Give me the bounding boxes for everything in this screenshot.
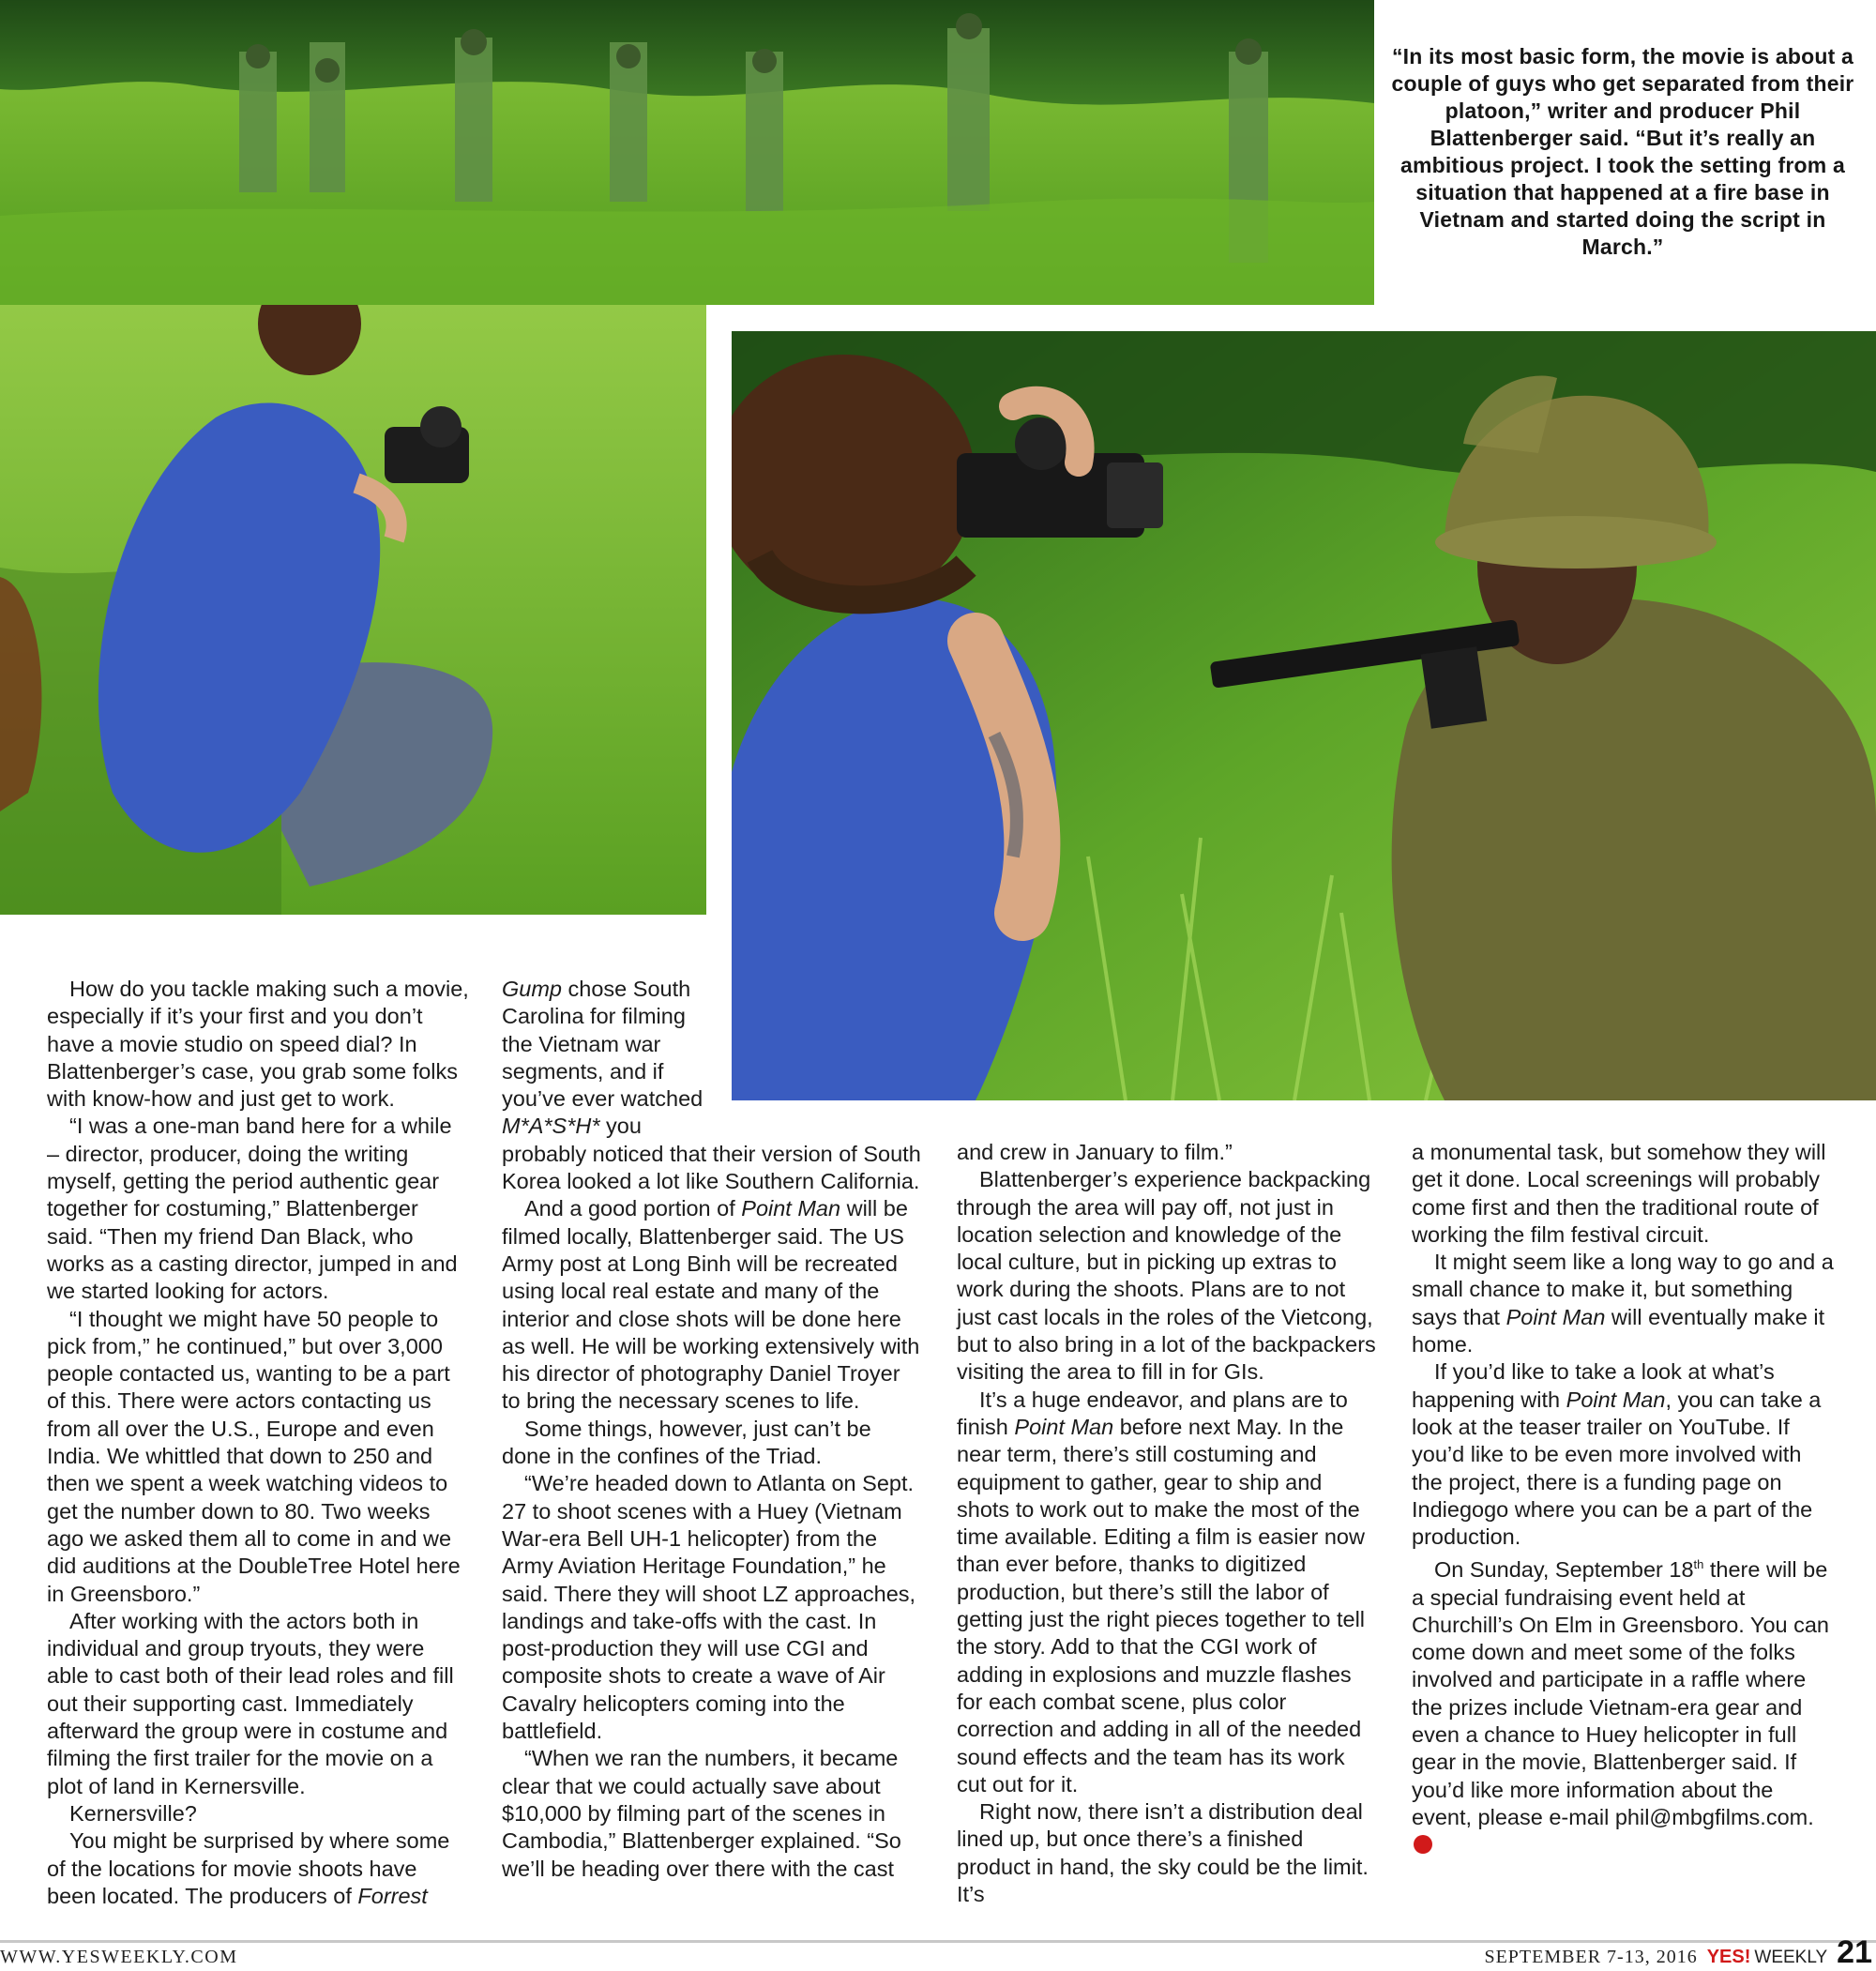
paragraph: How do you tackle making such a movie, especially if it’s your first and you don’t have a movie studio on speed dial? In Blattenberger’s case, you grab some folks with know-how and just get to work. (47, 977, 469, 1112)
movie-title: Point Man (1014, 1414, 1114, 1439)
paragraph (1412, 1551, 1834, 1858)
paragraph-text: It’s a huge endeavor, and plans are to finish (957, 1387, 1348, 1439)
pull-quote: “In its most basic form, the movie is about a couple of guys who get separated from their platoon,” writer and producer Phil Blattenberger said. “But it’s really an ambitious project. I took the setting from a situation that happened at a fire base in Vietnam and started doing the script in March.” (1391, 44, 1854, 259)
italic-title: Gump (502, 977, 562, 1001)
superscript: th (1693, 1557, 1704, 1572)
article-column-2 (502, 976, 924, 1883)
paragraph-text: will eventually make it home. (1412, 1304, 1825, 1357)
paragraph: Some things, however, just can’t be done in the confines of the Triad. (502, 1416, 871, 1469)
paragraph-text: will be filmed locally, Blattenberger said. The US Army post at Long Binh will be recreated using local real estate and many of the interior and close shots will be done here as well. He will be working extensively with his director of photography Daniel Troyer to bring the necessary scenes to life. (502, 1196, 920, 1414)
paragraph-continued: probably noticed that their version of South Korea looked a lot like Southern California. (502, 1141, 921, 1194)
paragraph: “When we ran the numbers, it became clear that we could actually save about $10,000 by filming part of the scenes in Cambodia,” Blattenberger explained. “So we’ll be heading over there with the cast (502, 1746, 901, 1881)
italic-title: Forrest (357, 1883, 428, 1908)
italic-title: M*A*S*H* (502, 1114, 600, 1139)
paragraph-text: , you can take a look at the teaser trailer on YouTube. If you’d like to be even more involved with the project, there is a funding page on Indiegogo where you can be a part of the production. (1412, 1387, 1822, 1550)
movie-title: Point Man (1566, 1387, 1666, 1412)
paragraph-continued: a monumental task, but somehow they will get it done. Local screenings will probably come first and then the traditional route of working the film festival circuit. (1412, 1140, 1826, 1247)
paragraph: Blattenberger’s experience backpacking through the area will pay off, not just in location selection and knowledge of the local culture, but in picking up extras to work during the shoots. Plans are to not just cast locals in the roles of the Vietcong, but to also bring in a lot of the backpackers visiting the area to fill in for GIs. (957, 1167, 1376, 1385)
paragraph-text: On Sunday, September 18 (1434, 1557, 1694, 1583)
issue-date: SEPTEMBER 7-13, 2016 (1484, 1947, 1698, 1967)
footer-website: WWW.YESWEEKLY.COM (0, 1947, 238, 1967)
page-number: 21 (1837, 1934, 1872, 1970)
article-column-3 (957, 1139, 1379, 1908)
paragraph: “We’re headed down to Atlanta on Sept. 27 to shoot scenes with a Huey (Vietnam War-era Bell UH-1 helicopter) from the Army Aviation Heritage Foundation,” he said. There they will shoot LZ approaches, landings and take-offs with the cast. In post-production they will use CGI and composite shots to create a wave of Air Cavalry helicopters coming into the battlefield. (502, 1471, 916, 1744)
paragraph: Kernersville? (69, 1800, 197, 1826)
paragraph: Right now, there isn’t a distribution deal lined up, but once there’s a finished product in hand, the sky could be the limit. It’s (957, 1799, 1369, 1907)
end-of-article-icon (1414, 1835, 1432, 1854)
brand-logo-yes: YES! (1706, 1947, 1751, 1967)
kneeling-photo-graphic (0, 305, 706, 915)
paragraph: “I thought we might have 50 people to pick from,” he continued,” but over 3,000 people contacted us, wanting to be a part of this. There were actors contacting us from all over the U.S., Europe and even India. We whittled that down to 250 and then we spent a week watching videos to get the number down to 80. Two weeks ago we asked them all to come in and we did auditions at the DoubleTree Hotel here in Greensboro.” (47, 1306, 461, 1606)
brand-logo-weekly: WEEKLY (1754, 1948, 1828, 1967)
movie-title: Point Man (1505, 1304, 1606, 1329)
paragraph-text: You might be surprised by where some of the locations for movie shoots have been located. The producers of (47, 1828, 450, 1908)
paragraph-text: chose South Carolina for filming the Vietnam war segments, and if you’ve ever watched (502, 977, 704, 1112)
paragraph-text: If you’d like to take a look at what’s happening with (1412, 1359, 1775, 1412)
paragraph: After working with the actors both in individual and group tryouts, they were able to cast both of their lead roles and fill out their supporting cast. Immediately afterward the group were in costume and filming the first trailer for the movie on a plot of land in Kernersville. (47, 1608, 454, 1798)
patrol-photo-graphic (0, 0, 1374, 305)
paragraph-text: It might seem like a long way to go and a small chance to make it, but something says that (1412, 1250, 1834, 1329)
paragraph-continued: and crew in January to film.” (957, 1140, 1233, 1164)
paragraph-text: before next May. In the near term, there’s still costuming and equipment to gather, gear to ship and shots to work out to make the most of the time available. Editing a film is easier now than ever before, thanks to digitized production, but there’s still the labor of getting just the right pieces together to tell the story. Add to that the CGI work of adding in explosions and muzzle flashes for each combat scene, plus color correction and adding in all of the needed sound effects and the team has its work cut out for it. (957, 1414, 1366, 1797)
paragraph-text: And a good portion of (524, 1196, 742, 1221)
photo-soldiers-patrol (0, 0, 1374, 305)
paragraph (957, 1387, 1379, 1798)
movie-title: Point Man (741, 1196, 841, 1221)
paragraph-continued (502, 976, 713, 1141)
article-column-1 (47, 976, 469, 1910)
paragraph (1412, 1249, 1834, 1358)
footer-folio (1484, 1934, 1872, 1970)
paragraph: “I was a one-man band here for a while – director, producer, doing the writing myself, getting the period authentic gear together for costuming,” Blattenberger said. “Then my friend Dan Black, who works as a casting director, jumped in and we started looking for actors. (47, 1114, 458, 1304)
paragraph (1412, 1358, 1834, 1551)
paragraph-text: you (599, 1114, 642, 1139)
paragraph (502, 1195, 924, 1415)
paragraph (47, 1827, 469, 1910)
photo-cameraman-kneeling (0, 305, 706, 915)
article-column-4 (1412, 1139, 1834, 1859)
paragraph-text: there will be a special fundraising event held at Churchill’s On Elm in Greensboro. You can come down and meet some of the folks involved and participate in a raffle where the prizes include Vietnam-era gear and even a chance to Huey helicopter in full gear in the movie, Blattenberger said. If you’d like more information about the event, please e-mail phil@mbgfilms.com. (1412, 1557, 1829, 1829)
